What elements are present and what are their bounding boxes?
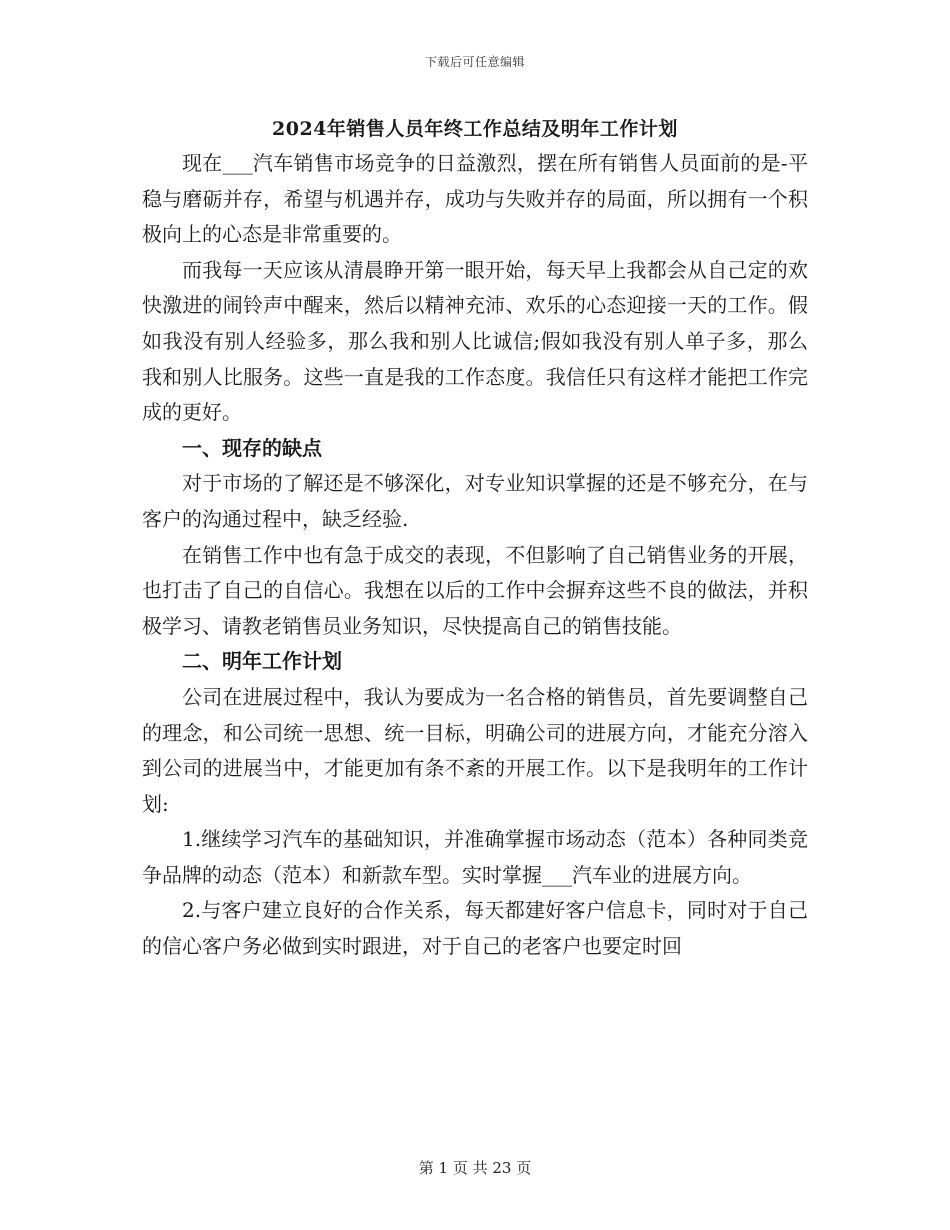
section-heading-plan: 二、明年工作计划	[182, 649, 342, 674]
paragraph-plan-intro: 公司在进展过程中，我认为要成为一名合格的销售员，首先要调整自己的理念，和公司统一思想、统一目标，明确公司的进展方向，才能充分溶入到公司的进展当中，才能更加有条不紊的开展工作。以下是我明年的工作计划:	[142, 684, 808, 816]
paragraph-plan-item-1: 1.继续学习汽车的基础知识，并准确掌握市场动态（范本）各种同类竞争品牌的动态（范本）和新款车型。实时掌握___汽车业的进展方向。	[142, 827, 808, 887]
document-title: 2024年销售人员年终工作总结及明年工作计划	[272, 118, 678, 140]
paragraph-attitude: 而我每一天应该从清晨睁开第一眼开始，每天早上我都会从自己定的欢快激进的闹铃声中醒来，然后以精神充沛、欢乐的心态迎接一天的工作。假如我没有别人经验多，那么我和别人比诚信;假如我没有别人单子多，那么我和别人比服务。这些一直是我的工作态度。我信任只有这样才能把工作完成的更好。	[142, 257, 808, 425]
paragraph-shortcoming-rushing: 在销售工作中也有急于成交的表现，不但影响了自己销售业务的开展，也打击了自己的自信心。我想在以后的工作中会摒弃这些不良的做法，并积极学习、请教老销售员业务知识，尽快提高自己的销售技能。	[142, 542, 808, 638]
header-note: 下载后可任意编辑	[424, 55, 525, 69]
paragraph-plan-item-2: 2.与客户建立良好的合作关系，每天都建好客户信息卡，同时对于自己的信心客户务必做到实时跟进，对于自己的老客户也要定时回	[142, 898, 808, 959]
section-heading-shortcomings: 一、现存的缺点	[182, 435, 322, 460]
paragraph-intro: 现在___汽车销售市场竞争的日益激烈，摆在所有销售人员面前的是-平稳与磨砺并存，希望与机遇并存，成功与失败并存的局面，所以拥有一个积极向上的心态是非常重要的。	[142, 151, 808, 247]
paragraph-shortcoming-knowledge: 对于市场的了解还是不够深化，对专业知识掌握的还是不够充分，在与客户的沟通过程中，缺乏经验.	[142, 471, 808, 531]
document-body	[142, 146, 808, 965]
page-number: 第 1 页 共 23 页	[418, 1159, 532, 1177]
